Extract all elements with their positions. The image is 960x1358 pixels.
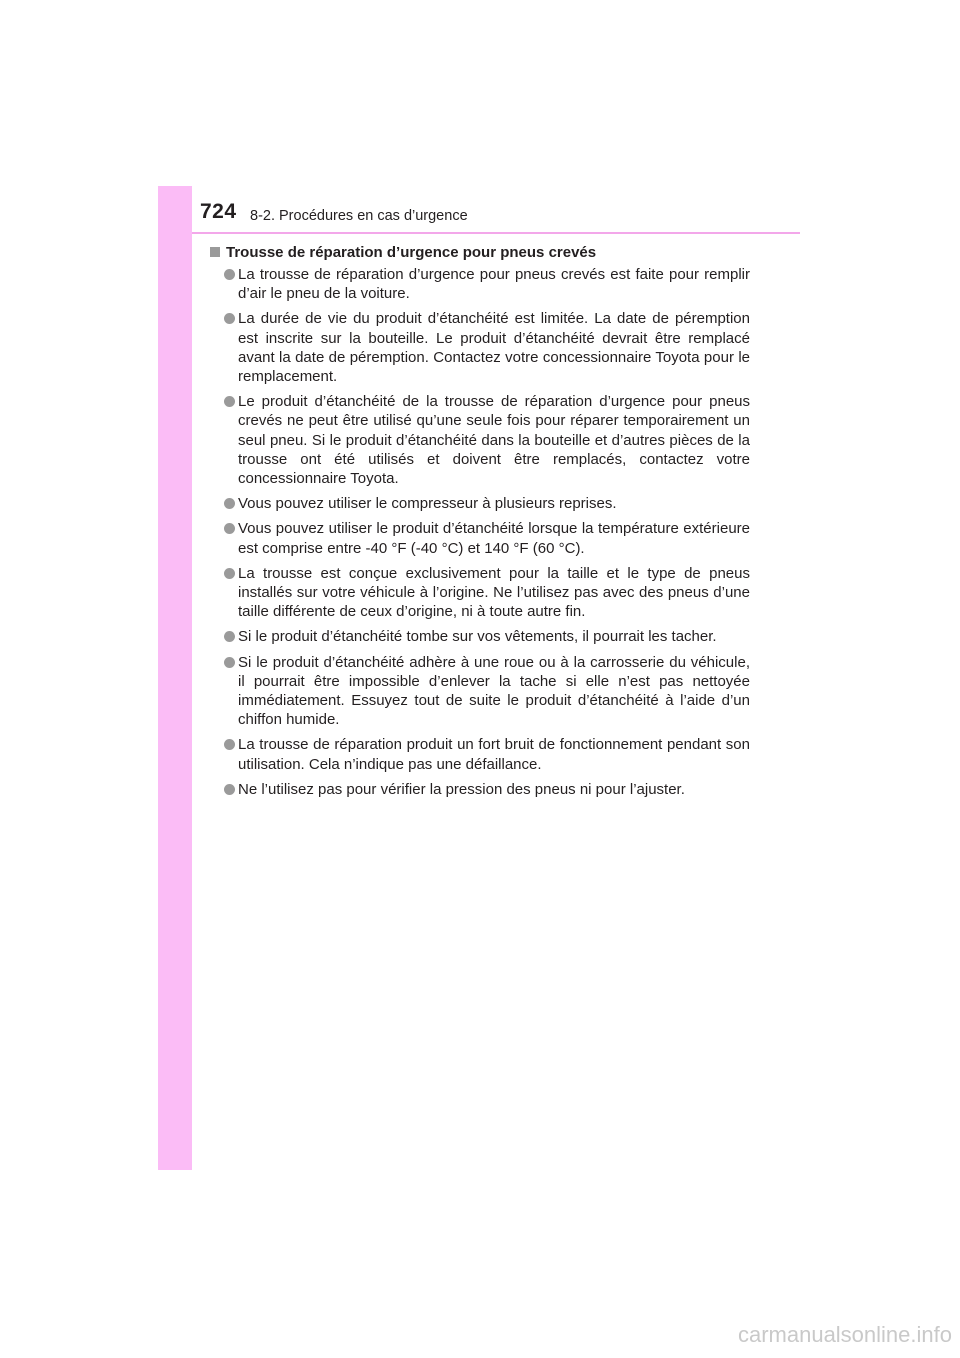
list-item: La durée de vie du produit d’étanchéité est limitée. La date de péremption est inscrite sur la bouteille. Le produit d’étanchéité devrait être remplacé avant la date de péremption. Contactez votre concessionnaire Toyota pour le remplacement.: [210, 309, 750, 386]
list-item: La trousse de réparation d’urgence pour pneus crevés est faite pour remplir d’air le pneu de la voiture.: [210, 265, 750, 303]
circle-bullet-icon: [224, 269, 235, 280]
list-item: Vous pouvez utiliser le compresseur à plusieurs reprises.: [210, 494, 750, 513]
list-item: La trousse est conçue exclusivement pour la taille et le type de pneus installés sur votre véhicule à l’origine. Ne l’utilisez pas avec des pneus d’une taille différente de ceux d’origine, ni à toute autre fin.: [210, 564, 750, 622]
circle-bullet-icon: [224, 396, 235, 407]
list-item: Vous pouvez utiliser le produit d’étanchéité lorsque la température extérieure est comprise entre -40 °F (-40 °C) et 140 °F (60 °C).: [210, 519, 750, 557]
circle-bullet-icon: [224, 568, 235, 579]
list-item: Si le produit d’étanchéité adhère à une roue ou à la carrosserie du véhicule, il pourrait être impossible d’enlever la tache si elle n’est pas nettoyée immédiatement. Essuyez tout de suite le produit d’étanchéité à l’aide d’un chiffon humide.: [210, 653, 750, 730]
circle-bullet-icon: [224, 739, 235, 750]
bullet-list: [210, 265, 750, 799]
section-heading-text: Trousse de réparation d’urgence pour pneus crevés: [226, 244, 597, 261]
square-bullet-icon: [210, 247, 220, 257]
page-number: 724: [200, 200, 237, 223]
list-item: Le produit d’étanchéité de la trousse de réparation d’urgence pour pneus crevés ne peut être utilisé qu’une seule fois pour réparer temporairement un seul pneu. Si le produit d’étanchéité dans la bouteille et d’autres pièces de la trousse ont été utilisés et doivent être remplacés, contactez votre concessionnaire Toyota.: [210, 392, 750, 488]
chapter-side-tab: [158, 186, 192, 1170]
list-item: La trousse de réparation produit un fort bruit de fonctionnement pendant son utilisation. Cela n’indique pas une défaillance.: [210, 735, 750, 773]
circle-bullet-icon: [224, 313, 235, 324]
watermark: carmanualsonline.info: [737, 1322, 952, 1347]
circle-bullet-icon: [224, 784, 235, 795]
list-item: Si le produit d’étanchéité tombe sur vos vêtements, il pourrait les tacher.: [210, 627, 750, 646]
list-item: Ne l’utilisez pas pour vérifier la pression des pneus ni pour l’ajuster.: [210, 780, 750, 799]
section-heading: [210, 243, 750, 263]
content-section: [210, 243, 750, 805]
chapter-title: 8-2. Procédures en cas d’urgence: [250, 208, 468, 224]
circle-bullet-icon: [224, 657, 235, 668]
circle-bullet-icon: [224, 631, 235, 642]
circle-bullet-icon: [224, 498, 235, 509]
circle-bullet-icon: [224, 523, 235, 534]
header-rule: [192, 232, 800, 234]
